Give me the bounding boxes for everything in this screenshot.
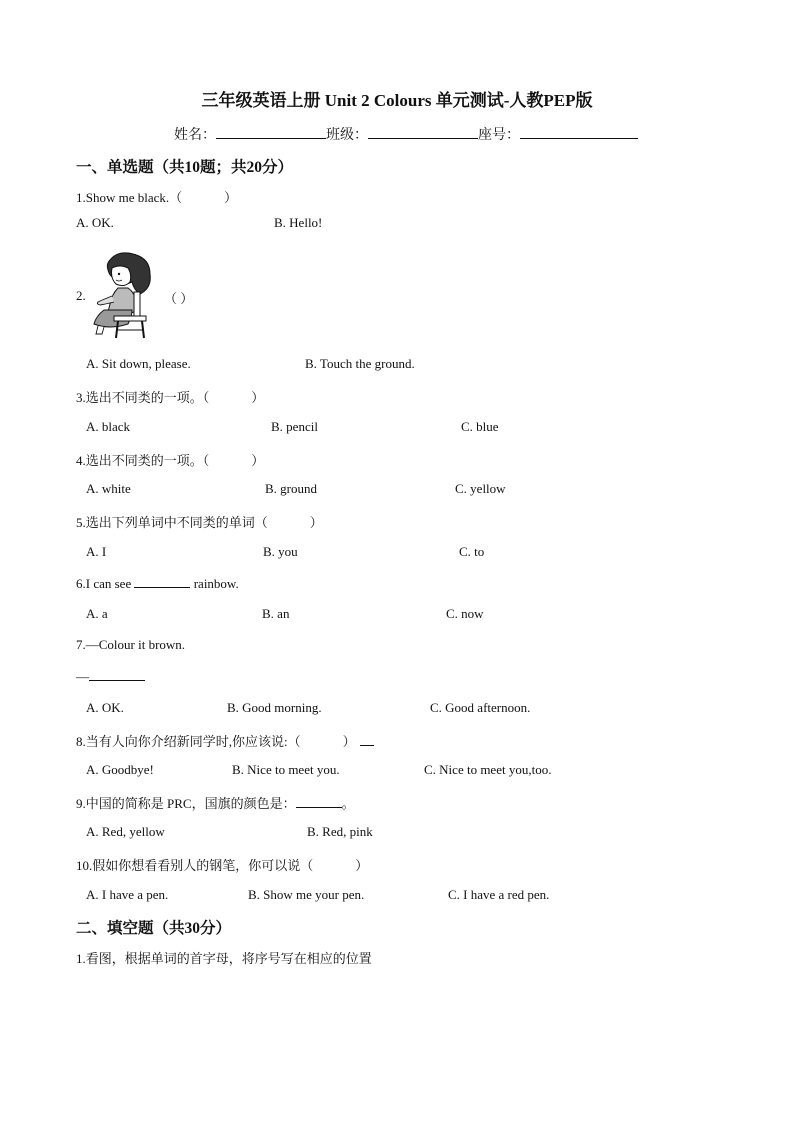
q9-blank[interactable] [296, 795, 342, 808]
girl-sitting-icon [88, 250, 158, 340]
q5-option-a[interactable]: A. I [86, 544, 107, 559]
q8-option-a[interactable]: A. Goodbye! [86, 762, 154, 777]
q1-option-b[interactable]: B. Hello! [274, 215, 323, 230]
page-title: 三年级英语上册 Unit 2 Colours 单元测试-人教PEP版 [201, 91, 593, 110]
section-heading-fill-blank: 二、填空题（共30分） [76, 920, 232, 937]
seat-label: 座号： [478, 128, 520, 143]
question-4: 4.选出不同类的一项。（ ） [76, 453, 265, 468]
question-7-stem: 7.—Colour it brown. [76, 637, 186, 652]
seat-blank[interactable] [520, 124, 638, 139]
question-8: 8.当有人向你介绍新同学时,你应该说:（ ） [76, 731, 374, 750]
girl-sitting-picture [88, 250, 158, 340]
question-1: 1.Show me black.（ ） [76, 190, 238, 205]
q2-option-b[interactable]: B. Touch the ground. [305, 356, 415, 371]
q6-option-a[interactable]: A. a [86, 606, 108, 621]
q8-option-c[interactable]: C. Nice to meet you,too. [424, 762, 552, 777]
q3-option-a[interactable]: A. black [86, 419, 131, 434]
q6-option-b[interactable]: B. an [262, 606, 290, 621]
question-10: 10.假如你想看看别人的钢笔，你可以说（ ） [76, 858, 369, 873]
name-blank[interactable] [216, 124, 326, 139]
q10-option-c[interactable]: C. I have a red pen. [448, 887, 550, 902]
q7-option-a[interactable]: A. OK. [86, 700, 124, 715]
question-5: 5.选出下列单词中不同类的单词（ ） [76, 515, 323, 530]
q3-option-c[interactable]: C. blue [461, 419, 499, 434]
question-7-reply: — [76, 668, 145, 685]
name-label: 姓名： [174, 128, 216, 143]
question-3: 3.选出不同类的一项。（ ） [76, 390, 265, 405]
q4-option-a[interactable]: A. white [86, 481, 131, 496]
question-1-stem: 1.Show me black.（ [76, 190, 183, 205]
q7-option-c[interactable]: C. Good afternoon. [430, 700, 531, 715]
q5-option-c[interactable]: C. to [459, 544, 485, 559]
class-blank[interactable] [368, 124, 478, 139]
question-2-stem: 2. [76, 288, 86, 303]
question-6: 6.I can see rainbow. [76, 576, 239, 591]
q6-option-c[interactable]: C. now [446, 606, 484, 621]
q3-option-b[interactable]: B. pencil [271, 419, 318, 434]
q4-option-b[interactable]: B. ground [265, 481, 317, 496]
q7-option-b[interactable]: B. Good morning. [227, 700, 322, 715]
question-2-paren: （ ） [164, 291, 194, 306]
q1-option-a[interactable]: A. OK. [76, 215, 114, 230]
q4-option-c[interactable]: C. yellow [455, 481, 506, 496]
q9-option-b[interactable]: B. Red, pink [307, 824, 373, 839]
q5-option-b[interactable]: B. you [263, 544, 298, 559]
section2-question-1: 1.看图，根据单词的首字母，将序号写在相应的位置 [76, 951, 372, 966]
q9-option-a[interactable]: A. Red, yellow [86, 824, 165, 839]
q8-option-b[interactable]: B. Nice to meet you. [232, 762, 340, 777]
q10-option-b[interactable]: B. Show me your pen. [248, 887, 365, 902]
student-info-line [174, 124, 638, 144]
q8-blank[interactable] [360, 733, 374, 746]
q7-blank[interactable] [89, 668, 145, 681]
class-label: 班级： [326, 128, 368, 143]
q6-blank[interactable] [134, 575, 190, 588]
q2-option-a[interactable]: A. Sit down, please. [86, 356, 191, 371]
section-heading-single-choice: 一、单选题（共10题；共20分） [76, 159, 294, 176]
question-9: 9.中国的简称是 PRC，国旗的颜色是： 。 [76, 796, 355, 811]
q10-option-a[interactable]: A. I have a pen. [86, 887, 169, 902]
